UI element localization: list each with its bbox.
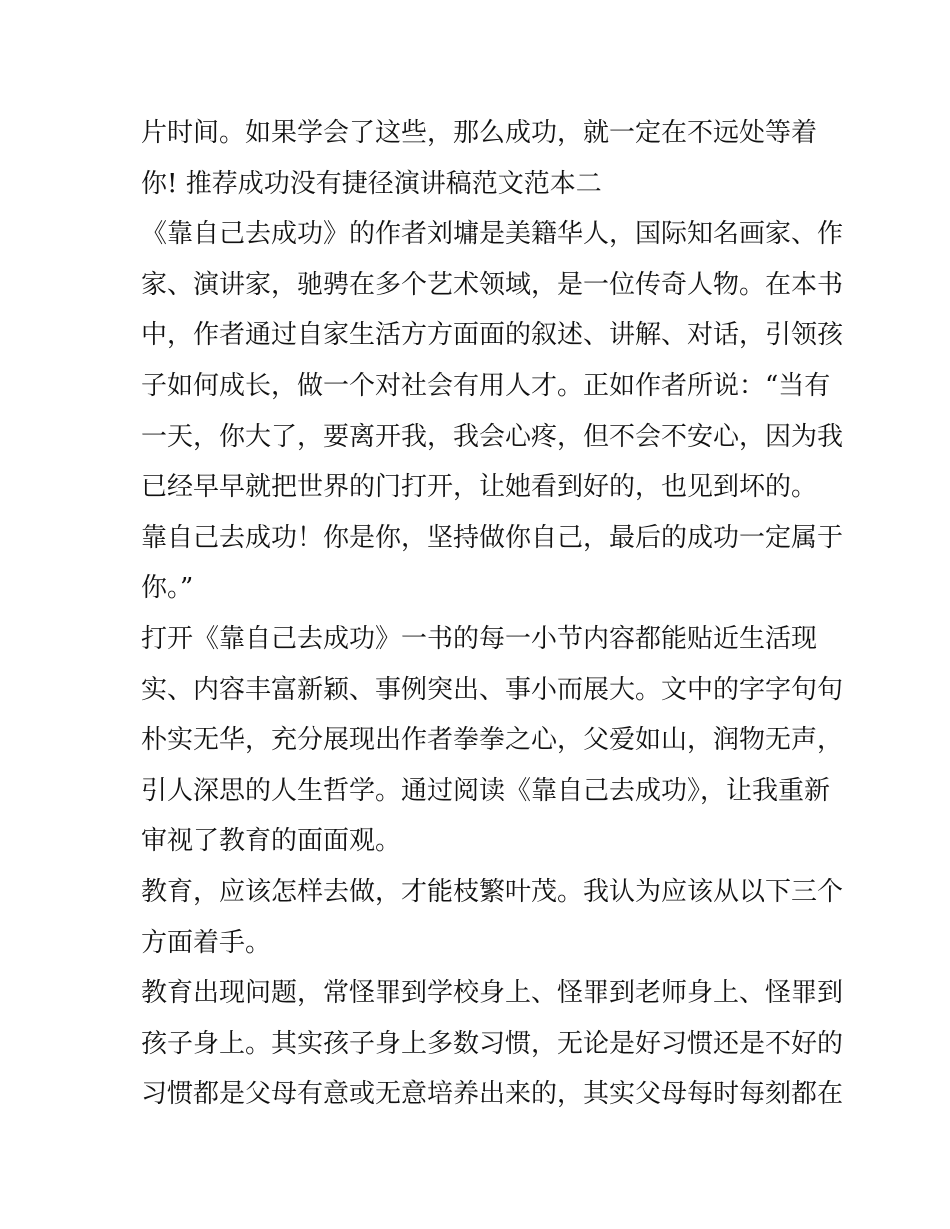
- text-line: 孩子身上。其实孩子身上多数习惯，无论是好习惯还是不好的: [141, 1028, 844, 1059]
- body-text: [141, 108, 844, 1120]
- text-line: 一天，你大了，要离开我，我会心疼，但不会不安心，因为我: [141, 421, 844, 452]
- text-line: 家、演讲家，驰骋在多个艺术领域，是一位传奇人物。在本书: [141, 269, 844, 300]
- text-line: 方面着手。: [141, 927, 272, 958]
- text-line: 引人深思的人生哲学。通过阅读《靠自己去成功》，让我重新: [141, 775, 831, 806]
- text-line: 已经早早就把世界的门打开，让她看到好的，也见到坏的。: [141, 472, 818, 503]
- text-line: 靠自己去成功！你是你，坚持做你自己，最后的成功一定属于: [141, 522, 844, 553]
- text-line: 习惯都是父母有意或无意培养出来的，其实父母每时每刻都在: [141, 1079, 844, 1110]
- text-line: 打开《靠自己去成功》一书的每一小节内容都能贴近生活现: [141, 623, 818, 654]
- text-line: 中，作者通过自家生活方方面面的叙述、讲解、对话，引领孩: [141, 320, 844, 351]
- text-line: 你。”: [141, 573, 194, 604]
- text-line: 朴实无华，充分展现出作者拳拳之心，父爱如山，润物无声，: [141, 725, 844, 756]
- text-line: 片时间。如果学会了这些，那么成功，就一定在不远处等着: [141, 118, 818, 148]
- text-line: 实、内容丰富新颖、事例突出、事小而展大。文中的字字句句: [141, 674, 844, 705]
- text-line: 教育，应该怎样去做，才能枝繁叶茂。我认为应该从以下三个: [141, 876, 844, 907]
- text-line: 教育出现问题，常怪罪到学校身上、怪罪到老师身上、怪罪到: [141, 978, 844, 1009]
- text-line: 子如何成长，做一个对社会有用人才。正如作者所说：“当有: [141, 370, 831, 401]
- text-line: 你! 推荐成功没有捷径演讲稿范文范本二: [141, 168, 602, 199]
- text-line: 《靠自己去成功》的作者刘墉是美籍华人，国际知名画家、作: [141, 219, 844, 250]
- text-line: 审视了教育的面面观。: [141, 826, 402, 857]
